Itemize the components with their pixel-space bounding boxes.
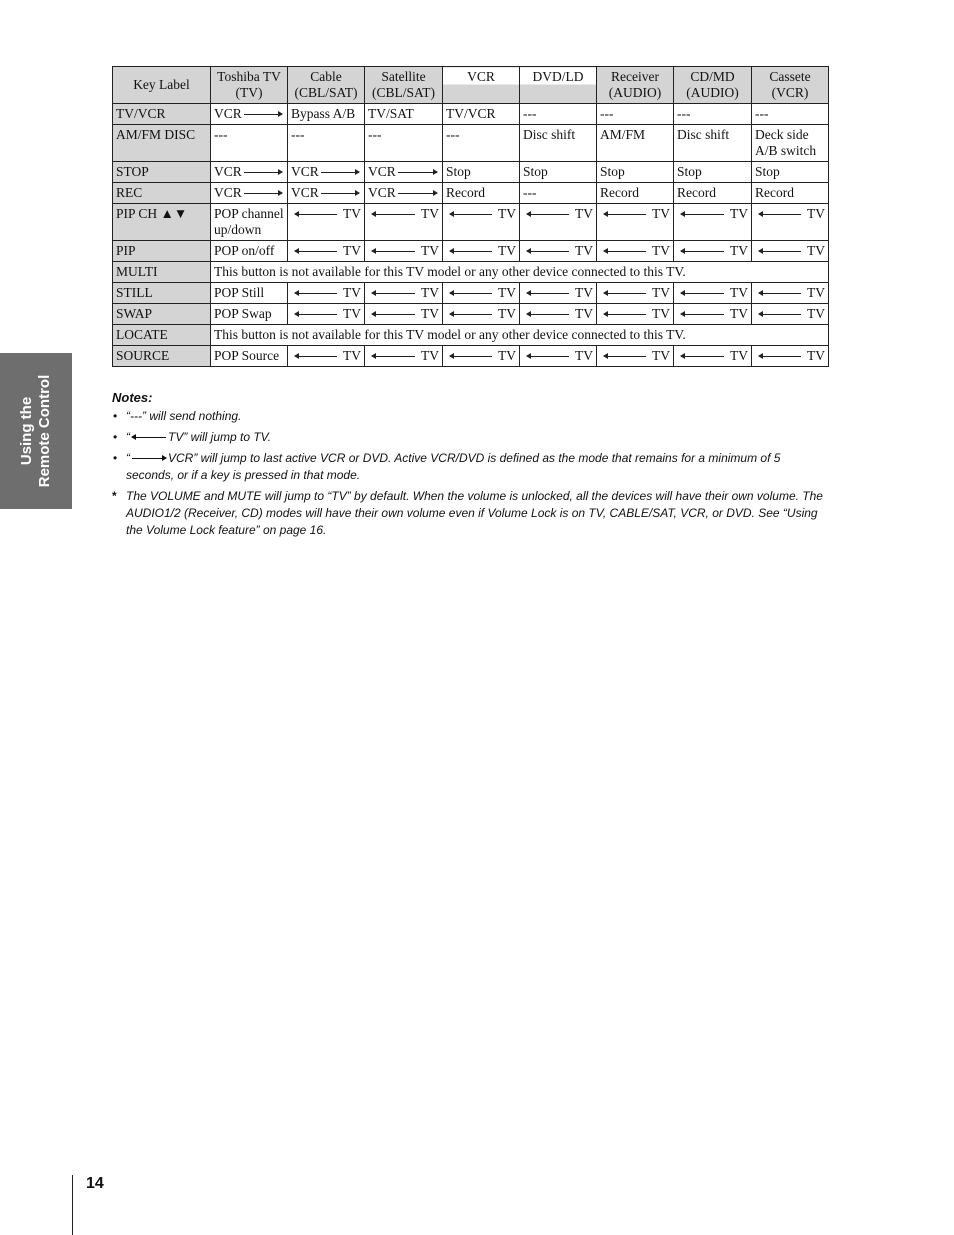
jump-arrow-left <box>523 206 593 222</box>
function-cell: Record <box>752 183 829 204</box>
arrow-target-label: TV <box>343 306 361 321</box>
header-device <box>211 67 288 104</box>
jump-arrow-right <box>291 164 361 180</box>
jump-arrow-left <box>600 348 670 364</box>
function-cell <box>365 346 443 367</box>
left-arrow-icon <box>681 214 724 215</box>
jump-arrow-right <box>368 164 439 180</box>
key-label-cell: PIP CH ▲▼ <box>113 204 211 241</box>
left-arrow-icon <box>132 437 166 438</box>
arrow-target-label: TV <box>652 243 670 258</box>
function-cell <box>597 204 674 241</box>
arrow-target-label: TV <box>575 206 593 221</box>
arrow-target-label: TV <box>730 306 748 321</box>
arrow-target-label: TV <box>498 243 516 258</box>
arrow-target-label: TV <box>498 285 516 300</box>
function-cell: Stop <box>443 162 520 183</box>
arrow-target-label: VCR <box>291 185 319 200</box>
right-arrow-icon <box>244 114 282 115</box>
left-arrow-icon <box>372 314 415 315</box>
function-cell <box>288 204 365 241</box>
key-label-cell: SOURCE <box>113 346 211 367</box>
jump-arrow-left <box>755 348 825 364</box>
left-arrow-icon <box>527 356 569 357</box>
arrow-target-label: TV <box>575 306 593 321</box>
function-cell <box>288 162 365 183</box>
jump-arrow-left <box>291 206 361 222</box>
header-line-1: Key Label <box>133 77 190 92</box>
jump-arrow-left <box>368 306 439 322</box>
right-arrow-icon <box>244 172 282 173</box>
arrow-target-label: TV <box>807 206 825 221</box>
function-cell <box>597 304 674 325</box>
key-label-cell: AM/FM DISC <box>113 125 211 162</box>
jump-arrow-left <box>446 285 516 301</box>
table-row <box>113 125 829 162</box>
left-arrow-icon <box>372 251 415 252</box>
unavailable-note-cell: This button is not available for this TV model or any other device connected to this TV. <box>211 325 829 346</box>
header-line-2: (CBL/SAT) <box>371 85 435 100</box>
right-arrow-icon <box>321 193 359 194</box>
jump-arrow-left <box>446 243 516 259</box>
function-cell <box>288 304 365 325</box>
function-cell <box>365 183 443 204</box>
jump-arrow-right <box>291 185 361 201</box>
function-cell <box>443 204 520 241</box>
left-arrow-icon <box>527 251 569 252</box>
function-cell: Disc shift <box>520 125 597 162</box>
left-arrow-icon <box>295 356 337 357</box>
section-side-tab-label <box>18 375 54 488</box>
note-quote: “ <box>126 451 130 465</box>
page-number-rule <box>72 1175 73 1235</box>
function-cell: --- <box>597 104 674 125</box>
arrow-target-label: TV <box>575 285 593 300</box>
jump-arrow-left <box>523 348 593 364</box>
function-cell: POP on/off <box>211 241 288 262</box>
jump-arrow-left <box>677 306 748 322</box>
function-cell <box>443 346 520 367</box>
header-device <box>365 67 443 104</box>
left-arrow-icon <box>295 293 337 294</box>
jump-arrow-left <box>600 285 670 301</box>
left-arrow-icon <box>372 214 415 215</box>
arrow-target-label: TV <box>575 243 593 258</box>
function-cell: Stop <box>520 162 597 183</box>
function-cell <box>674 283 752 304</box>
function-cell: --- <box>365 125 443 162</box>
function-cell: AM/FM <box>597 125 674 162</box>
unavailable-note-cell: This button is not available for this TV model or any other device connected to this TV. <box>211 262 829 283</box>
header-device <box>443 67 520 104</box>
jump-arrow-left <box>446 206 516 222</box>
bullet-icon: • <box>113 451 118 465</box>
arrow-target-label: TV <box>343 348 361 363</box>
arrow-target-label: TV <box>730 206 748 221</box>
arrow-target-label: VCR <box>214 106 242 121</box>
bullet-icon: • <box>113 409 118 423</box>
arrow-target-label: TV <box>421 206 439 221</box>
table-body <box>113 104 829 367</box>
function-cell <box>597 283 674 304</box>
function-cell: Record <box>674 183 752 204</box>
left-arrow-icon <box>295 314 337 315</box>
note-text: TV” will jump to TV. <box>168 430 272 444</box>
function-cell <box>211 104 288 125</box>
side-tab-line-1: Using the <box>18 396 35 466</box>
table-row <box>113 204 829 241</box>
function-cell <box>674 204 752 241</box>
jump-arrow-left <box>755 206 825 222</box>
left-arrow-icon <box>295 214 337 215</box>
arrow-target-label: TV <box>343 285 361 300</box>
function-cell: --- <box>288 125 365 162</box>
function-cell: --- <box>752 104 829 125</box>
arrow-target-label: TV <box>730 243 748 258</box>
header-line-1: CD/MD <box>690 69 735 84</box>
left-arrow-icon <box>604 356 646 357</box>
jump-arrow-left <box>368 348 439 364</box>
function-cell <box>752 304 829 325</box>
header-device <box>674 67 752 104</box>
function-cell: Disc shift <box>674 125 752 162</box>
key-label-cell: SWAP <box>113 304 211 325</box>
function-cell <box>211 162 288 183</box>
table-header-row <box>113 67 829 104</box>
function-cell <box>752 204 829 241</box>
remote-key-table <box>112 66 829 367</box>
arrow-target-label: TV <box>575 348 593 363</box>
header-line-1: Cassete <box>769 69 811 84</box>
left-arrow-icon <box>604 251 646 252</box>
function-cell: POP Swap <box>211 304 288 325</box>
table-row <box>113 104 829 125</box>
left-arrow-icon <box>681 251 724 252</box>
header-line-2: (VCR) <box>771 85 809 100</box>
table-row <box>113 262 829 283</box>
note-item <box>112 429 828 446</box>
jump-arrow-left <box>677 285 748 301</box>
note-text: VCR” will jump to last active VCR or DVD. Active VCR/DVD is defined as the mode that remains for a minimum of 5 seconds, or if a key is pressed in that mode. <box>126 451 781 482</box>
key-label-cell: STILL <box>113 283 211 304</box>
function-cell: Bypass A/B <box>288 104 365 125</box>
header-device <box>520 67 597 104</box>
note-text: The VOLUME and MUTE will jump to “TV” by default. When the volume is unlocked, all the devices will have their own volume. The AUDIO1/2 (Receiver, CD) modes will have their own volume even if Volume Lock is on TV, CABLE/SAT, VCR, or DVD. See “Using the Volume Lock feature” on page 16. <box>126 489 823 537</box>
function-cell: POP Source <box>211 346 288 367</box>
arrow-target-label: TV <box>421 348 439 363</box>
arrow-target-label: TV <box>730 285 748 300</box>
jump-arrow-left <box>368 243 439 259</box>
arrow-target-label: TV <box>343 206 361 221</box>
left-arrow-icon <box>681 314 724 315</box>
function-cell <box>520 304 597 325</box>
arrow-target-label: TV <box>652 285 670 300</box>
note-quote: “ <box>126 430 130 444</box>
left-arrow-icon <box>759 356 801 357</box>
header-device <box>597 67 674 104</box>
arrow-target-label: TV <box>421 285 439 300</box>
arrow-target-label: TV <box>807 306 825 321</box>
arrow-target-label: TV <box>807 243 825 258</box>
left-arrow-icon <box>759 293 801 294</box>
function-cell <box>288 183 365 204</box>
function-cell <box>443 241 520 262</box>
left-arrow-icon <box>450 356 492 357</box>
arrow-target-label: TV <box>652 206 670 221</box>
left-arrow-icon <box>372 293 415 294</box>
left-arrow-icon <box>450 251 492 252</box>
function-cell <box>443 283 520 304</box>
table-row <box>113 283 829 304</box>
bullet-icon: • <box>113 430 118 444</box>
side-tab-line-2: Remote Control <box>36 374 53 488</box>
jump-arrow-right <box>214 185 284 201</box>
left-arrow-icon <box>759 251 801 252</box>
left-arrow-icon <box>604 314 646 315</box>
function-cell <box>520 241 597 262</box>
jump-arrow-left <box>446 348 516 364</box>
header-line-1: VCR <box>467 69 495 84</box>
function-cell <box>520 283 597 304</box>
key-label-cell: PIP <box>113 241 211 262</box>
jump-arrow-right <box>214 164 284 180</box>
function-cell <box>365 283 443 304</box>
note-text: “---” will send nothing. <box>126 409 242 423</box>
function-cell <box>752 283 829 304</box>
right-arrow-icon <box>321 172 359 173</box>
jump-arrow-left <box>600 243 670 259</box>
function-cell: --- <box>443 125 520 162</box>
function-cell: --- <box>520 104 597 125</box>
table-row <box>113 346 829 367</box>
jump-arrow-left <box>291 243 361 259</box>
header-line-2: (CBL/SAT) <box>294 85 358 100</box>
jump-arrow-left <box>291 306 361 322</box>
note-item <box>112 408 828 425</box>
jump-arrow-left <box>755 306 825 322</box>
function-cell: TV/SAT <box>365 104 443 125</box>
left-arrow-icon <box>527 214 569 215</box>
header-device <box>288 67 365 104</box>
key-label-cell: MULTI <box>113 262 211 283</box>
jump-arrow-left <box>600 306 670 322</box>
left-arrow-icon <box>759 214 801 215</box>
header-line-2: (AUDIO) <box>608 85 662 100</box>
notes-title: Notes: <box>112 390 153 405</box>
function-cell: TV/VCR <box>443 104 520 125</box>
table-row <box>113 183 829 204</box>
key-label-cell: TV/VCR <box>113 104 211 125</box>
left-arrow-icon <box>759 314 801 315</box>
arrow-target-label: TV <box>343 243 361 258</box>
left-arrow-icon <box>681 356 724 357</box>
arrow-target-label: TV <box>807 348 825 363</box>
right-arrow-icon <box>398 193 437 194</box>
function-cell: POP channel up/down <box>211 204 288 241</box>
right-arrow-icon <box>244 193 282 194</box>
key-label-cell: LOCATE <box>113 325 211 346</box>
right-arrow-icon <box>398 172 437 173</box>
arrow-target-label: TV <box>421 306 439 321</box>
table-row <box>113 162 829 183</box>
jump-arrow-left <box>523 243 593 259</box>
jump-arrow-left <box>523 306 593 322</box>
function-cell: --- <box>520 183 597 204</box>
function-cell <box>365 162 443 183</box>
function-cell <box>597 346 674 367</box>
notes-section <box>112 389 828 543</box>
key-label-cell: STOP <box>113 162 211 183</box>
function-cell <box>752 241 829 262</box>
jump-arrow-left <box>755 285 825 301</box>
table-row <box>113 304 829 325</box>
function-cell <box>365 204 443 241</box>
jump-arrow-left <box>677 243 748 259</box>
arrow-target-label: VCR <box>291 164 319 179</box>
left-arrow-icon <box>527 293 569 294</box>
function-cell <box>365 304 443 325</box>
header-device <box>752 67 829 104</box>
left-arrow-icon <box>450 293 492 294</box>
header-line-2: (TV) <box>235 85 263 100</box>
arrow-target-label: VCR <box>214 164 242 179</box>
function-cell <box>288 346 365 367</box>
function-cell <box>674 241 752 262</box>
header-line-1: DVD/LD <box>532 69 584 84</box>
function-cell <box>752 346 829 367</box>
table-row <box>113 241 829 262</box>
jump-arrow-left <box>446 306 516 322</box>
function-cell: Stop <box>752 162 829 183</box>
left-arrow-icon <box>372 356 415 357</box>
jump-arrow-left <box>291 285 361 301</box>
left-arrow-icon <box>295 251 337 252</box>
jump-arrow-right <box>368 185 439 201</box>
jump-arrow-left <box>368 285 439 301</box>
left-arrow-icon <box>604 214 646 215</box>
arrow-target-label: TV <box>807 285 825 300</box>
arrow-target-label: TV <box>498 206 516 221</box>
arrow-target-label: VCR <box>368 164 396 179</box>
note-item <box>112 488 828 539</box>
jump-arrow-left <box>523 285 593 301</box>
function-cell: Stop <box>674 162 752 183</box>
function-cell <box>288 241 365 262</box>
arrow-target-label: VCR <box>214 185 242 200</box>
key-label-cell: REC <box>113 183 211 204</box>
function-cell: --- <box>211 125 288 162</box>
jump-arrow-left <box>600 206 670 222</box>
left-arrow-icon <box>604 293 646 294</box>
left-arrow-icon <box>527 314 569 315</box>
function-cell <box>597 241 674 262</box>
arrow-target-label: TV <box>730 348 748 363</box>
function-cell <box>674 346 752 367</box>
function-cell <box>674 304 752 325</box>
function-cell: Record <box>597 183 674 204</box>
left-arrow-icon <box>450 214 492 215</box>
function-cell: Record <box>443 183 520 204</box>
note-item <box>112 450 828 484</box>
function-cell <box>520 204 597 241</box>
arrow-target-label: TV <box>498 306 516 321</box>
header-line-2: (AUDIO) <box>686 85 739 100</box>
arrow-target-label: TV <box>421 243 439 258</box>
arrow-target-label: TV <box>498 348 516 363</box>
function-cell <box>443 304 520 325</box>
section-side-tab <box>0 353 72 509</box>
jump-arrow-left <box>755 243 825 259</box>
jump-arrow-left <box>368 206 439 222</box>
jump-arrow-left <box>677 206 748 222</box>
jump-arrow-left <box>291 348 361 364</box>
page-number: 14 <box>86 1175 104 1192</box>
arrow-target-label: VCR <box>368 185 396 200</box>
left-arrow-icon <box>681 293 724 294</box>
header-line-1: Cable <box>310 69 342 84</box>
header-line-1: Toshiba TV <box>217 69 281 84</box>
arrow-target-label: TV <box>652 348 670 363</box>
function-cell: Stop <box>597 162 674 183</box>
table-row <box>113 325 829 346</box>
header-line-1: Satellite <box>381 69 426 84</box>
function-cell <box>288 283 365 304</box>
function-cell: Deck side A/B switch <box>752 125 829 162</box>
function-cell: POP Still <box>211 283 288 304</box>
left-arrow-icon <box>450 314 492 315</box>
function-cell <box>211 183 288 204</box>
asterisk-icon: * <box>112 489 117 503</box>
jump-arrow-left <box>677 348 748 364</box>
header-key-label <box>113 67 211 104</box>
jump-arrow-right <box>214 106 284 122</box>
function-cell <box>365 241 443 262</box>
function-cell: --- <box>674 104 752 125</box>
function-cell <box>520 346 597 367</box>
arrow-target-label: TV <box>652 306 670 321</box>
right-arrow-icon <box>132 458 166 459</box>
header-line-1: Receiver <box>611 69 659 84</box>
